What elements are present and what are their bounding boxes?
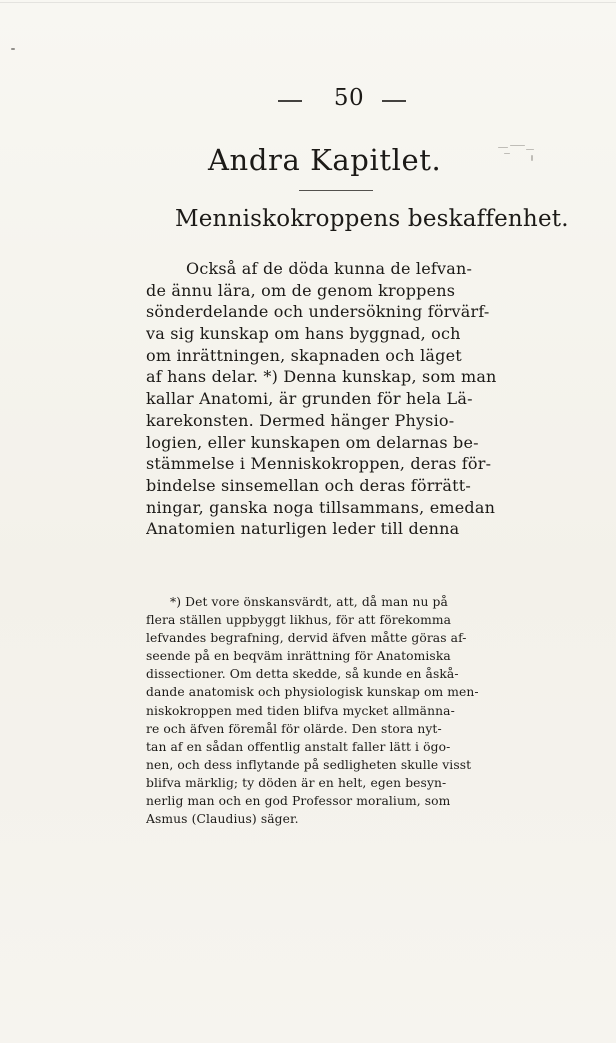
footnote-line: niskokroppen med tiden blifva mycket allmänna- bbox=[146, 703, 455, 718]
body-line: om inrättningen, skapnaden och läget bbox=[146, 345, 462, 365]
footnote-line: dande anatomisk och physiologisk kunskap om men- bbox=[146, 685, 479, 700]
page-number-right-dash bbox=[382, 100, 406, 102]
page-number-left-dash bbox=[278, 100, 302, 102]
body-line: bindelse sinsemellan och deras förrätt- bbox=[146, 475, 472, 495]
page-number-row bbox=[0, 85, 616, 114]
body-line: kallar Anatomi, är grunden för hela Lä- bbox=[146, 389, 473, 409]
body-line: de ännu lära, om de genom kroppens bbox=[146, 280, 456, 300]
body-line: logien, eller kunskapen om delarnas be- bbox=[146, 432, 479, 452]
footnote bbox=[146, 593, 542, 828]
footnote-line: nen, och dess inflytande på sedligheten skulle visst bbox=[146, 757, 472, 772]
body-line: af hans delar. *) Denna kunskap, som man bbox=[146, 367, 497, 387]
footnote-line: lefvandes begrafning, dervid äfven måtte göras af- bbox=[146, 631, 467, 646]
footnote-line: flera ställen uppbyggt likhus, för att förekomma bbox=[146, 613, 452, 628]
footnote-line: re och äfven föremål för olärde. Den stora nyt- bbox=[146, 721, 442, 736]
body-line: ningar, ganska noga tillsammans, emedan bbox=[146, 497, 496, 517]
footnote-line: *) Det vore önskansvärdt, att, då man nu på bbox=[170, 595, 448, 609]
body-line: Också af de döda kunna de lefvan- bbox=[186, 259, 473, 278]
footnote-line: dissectioner. Om detta skedde, så kunde en åskå- bbox=[146, 667, 459, 682]
footnote-line: blifva märklig; ty döden är en helt, egen besyn- bbox=[146, 775, 447, 790]
ink-smudge bbox=[496, 143, 540, 161]
page-edge-line bbox=[0, 2, 616, 3]
body-line: sönderdelande och undersökning förvärf- bbox=[146, 302, 490, 322]
title-divider bbox=[299, 190, 373, 191]
page-number: 50 bbox=[333, 85, 365, 111]
footnote-line: nerlig man och en god Professor moralium, som bbox=[146, 794, 451, 809]
body-line: va sig kunskap om hans byggnad, och bbox=[146, 324, 461, 344]
footnote-line: seende på en beqväm inrättning för Anatomiska bbox=[146, 649, 451, 664]
body-line: stämmelse i Menniskokroppen, deras för- bbox=[146, 454, 492, 474]
ink-speck bbox=[11, 48, 15, 50]
footnote-line: Asmus (Claudius) säger. bbox=[146, 812, 299, 827]
body-line: Anatomien naturligen leder till denna bbox=[146, 519, 460, 539]
body-line: karekonsten. Dermed hänger Physio- bbox=[146, 410, 455, 430]
body-paragraph bbox=[146, 258, 542, 540]
chapter-title: Andra Kapitlet. bbox=[208, 143, 442, 177]
footnote-line: tan af en sådan offentlig anstalt faller lätt i ögo- bbox=[146, 739, 451, 754]
chapter-subtitle: Menniskokroppens beskaffenhet. bbox=[175, 206, 569, 232]
